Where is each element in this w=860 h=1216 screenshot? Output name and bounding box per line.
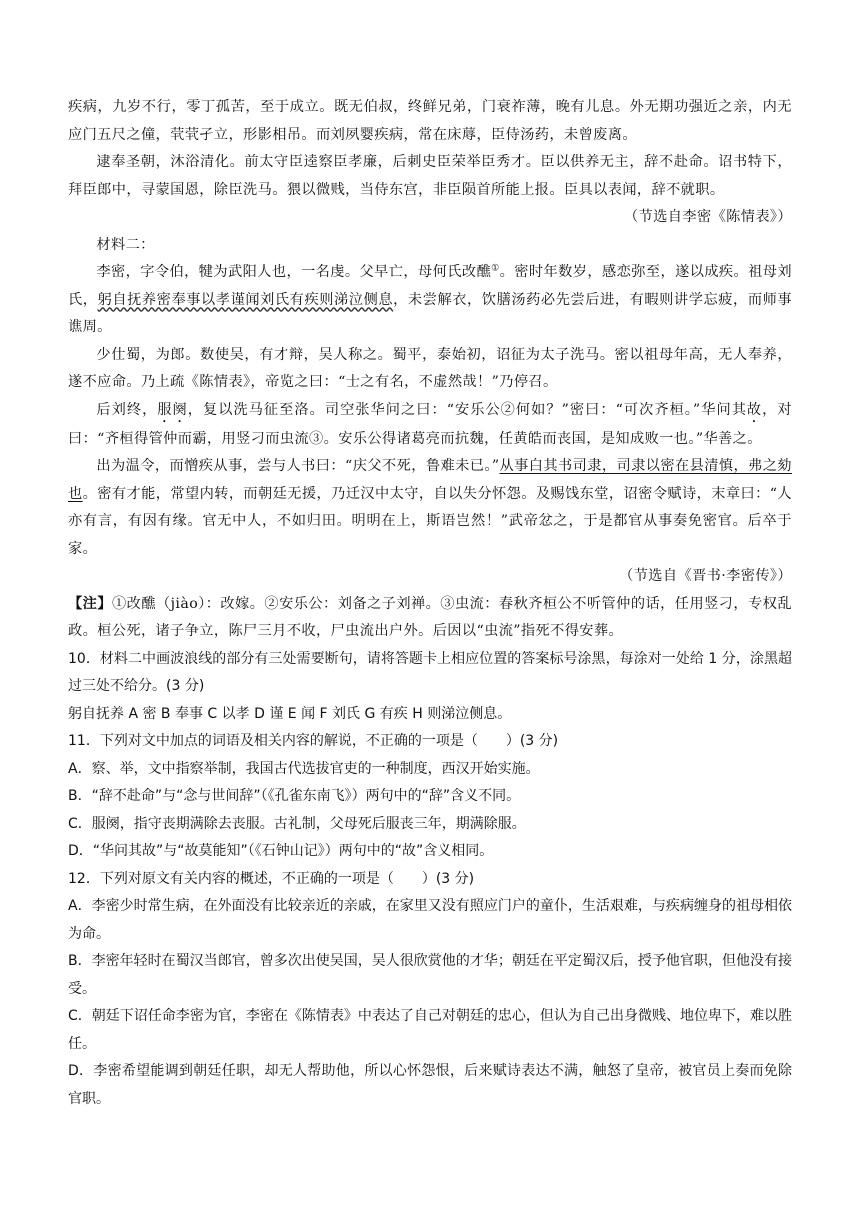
footnote-marker-1: ① bbox=[491, 263, 500, 274]
passage1-source: （节选自李密《陈情表》） bbox=[624, 209, 792, 225]
question-11-option-a: A．察、举，文中指察举制，我国古代选拔官吏的一种制度，西汉开始实施。 bbox=[68, 760, 540, 777]
material2-p3-text-c: ，对曰：“齐桓得管仲而霸，用竖刁而虫流③。安乐公得诸葛亮而抗魏，任黄皓而丧国，是知成败一也。”华善之。 bbox=[68, 401, 792, 447]
material2-p4-text-b: 。密有才能，常望内转，而朝廷无援，乃迁汉中太守，自以失分怀怨。及赐饯东堂，诏密令赋诗，末章曰：“人亦有言，有因有缘。官无中人，不如归田。明明在上，斯语岂然！”武帝忿之，于是都官从事奏免密官。后卒于家。 bbox=[68, 485, 792, 557]
question-12-option-d: D．李密希望能调到朝廷任职，却无人帮助他，所以心怀怨恨，后来赋诗表达不满，触怒了皇帝，被官员上奏而免除官职。 bbox=[68, 1063, 792, 1107]
question-11-stem: 11．下列对文中加点的词语及相关内容的解说，不正确的一项是（ ）(3 分) bbox=[68, 733, 559, 749]
passage1-paragraph-2: 逮奉圣朝，沐浴清化。前太守臣逵察臣孝廉，后刺史臣荣举臣秀才。臣以供养无主，辞不赴命。诏书特下，拜臣郎中，寻蒙国恩，除臣洗马。猥以微贱，当侍东宫，非臣陨首所能上报。臣具以表闻，辞不就职。 bbox=[68, 154, 792, 198]
question-12-stem: 12．下列对原文有关内容的概述，不正确的一项是（ ）(3 分) bbox=[68, 870, 475, 887]
question-12-option-c: C．朝廷下诏任命李密为官，李密在《陈情表》中表达了自己对朝廷的忠心，但认为自己出身微贱、地位卑下，难以胜任。 bbox=[68, 1008, 792, 1052]
annotation-note bbox=[68, 591, 792, 646]
dotted-term-fuque: 服阕 bbox=[157, 401, 188, 418]
material2-paragraph-4 bbox=[68, 453, 792, 563]
document-page bbox=[68, 94, 792, 1113]
question-12-option-a: A．李密少时常生病，在外面没有比较亲近的亲戚，在家里又没有照应门户的童仆，生活艰难，与疾病缠身的祖母相依为命。 bbox=[68, 898, 792, 942]
question-10-line: 躬自抚养 A 密 B 奉事 C 以孝 D 谨 E 闻 F 刘氏 G 有疾 H 则涕泣侧息。 bbox=[68, 705, 512, 722]
material2-paragraph-1 bbox=[68, 259, 792, 342]
passage1-paragraph-1: 疾病，九岁不行，零丁孤苦，至于成立。既无伯叔，终鲜兄弟，门衰祚薄，晚有儿息。外无期功强近之亲，内无应门五尺之僮，茕茕孑立，形影相吊。而刘夙婴疾病，常在床蓐，臣侍汤药，未曾废离。 bbox=[68, 99, 792, 143]
question-10-stem: 10．材料二中画波浪线的部分有三处需要断句，请将答题卡上相应位置的答案标号涂黑，每涂对一处给 1 分，涂黑超过三处不给分。(3 分) bbox=[68, 650, 792, 694]
dotted-term-gu: 故 bbox=[746, 401, 763, 418]
question-12-option-b: B．李密年轻时在蜀汉当郎官，曾多次出使吴国，吴人很欣赏他的才华；朝廷在平定蜀汉后，授予他官职，但他没有接受。 bbox=[68, 953, 792, 997]
material2-p1-text-c: ，未尝解衣，饮膳汤药必先尝后进，有暇则讲学忘疲，而师事谯周。 bbox=[68, 291, 792, 335]
underlined-sentence: 从事白其书司隶，司隶以密在县清慎，弗之劾也 bbox=[68, 458, 792, 502]
material2-p3-text-b: ，复以洗马征至洛。司空张华问之曰：“安乐公②何如？”密曰：“可次齐桓。”华问其 bbox=[187, 401, 747, 418]
note-text: ①改醮（jiào）：改嫁。②安乐公：刘备之子刘禅。③虫流：春秋齐桓公不听管仲的话，任用竖刁，专权乱政。桓公死，诸子争立，陈尸三月不收，尸虫流出户外。后因以“虫流”指死不得安葬。 bbox=[68, 595, 792, 639]
question-11-option-d: D．“华问其故”与“故莫能知”（《石钟山记》）两句中的“故”含义相同。 bbox=[68, 843, 494, 859]
material2-p3-text-a: 后刘终， bbox=[96, 401, 158, 418]
note-label: 【注】 bbox=[68, 595, 112, 612]
material2-p1-text-a: 李密，字令伯，犍为武阳人也，一名虔。父早亡，母何氏改醮 bbox=[96, 264, 492, 280]
material2-source: （节选自《晋书·李密传》） bbox=[619, 568, 792, 584]
material2-paragraph-2: 少仕蜀，为郎。数使吴，有才辩，吴人称之。蜀平，泰始初，诏征为太子洗马。密以祖母年高，无人奉养，遂不应命。乃上疏《陈情表》，帝览之曰：“士之有名，不虚然哉！”乃停召。 bbox=[68, 346, 792, 390]
question-11-option-b: B．“辞不赴命”与“念与世间辞”（《孔雀东南飞》）两句中的“辞”含义不同。 bbox=[68, 788, 521, 804]
question-11-option-c: C．服阕，指守丧期满除去丧服。古礼制，父母死后服丧三年，期满除服。 bbox=[68, 815, 526, 832]
wavy-underlined-text: 躬自抚养密奉事以孝谨闻刘氏有疾则涕泣侧息 bbox=[97, 291, 394, 308]
material2-p1-text-b: 。密时年数岁，感恋弥至，遂以成疾。祖母刘氏， bbox=[68, 264, 792, 308]
material2-paragraph-3 bbox=[68, 397, 792, 454]
material2-title: 材料二： bbox=[96, 236, 155, 253]
material2-p4-text-a: 出为温令，而憎疾从事，尝与人书曰：“庆父不死，鲁难未已。” bbox=[96, 458, 500, 474]
